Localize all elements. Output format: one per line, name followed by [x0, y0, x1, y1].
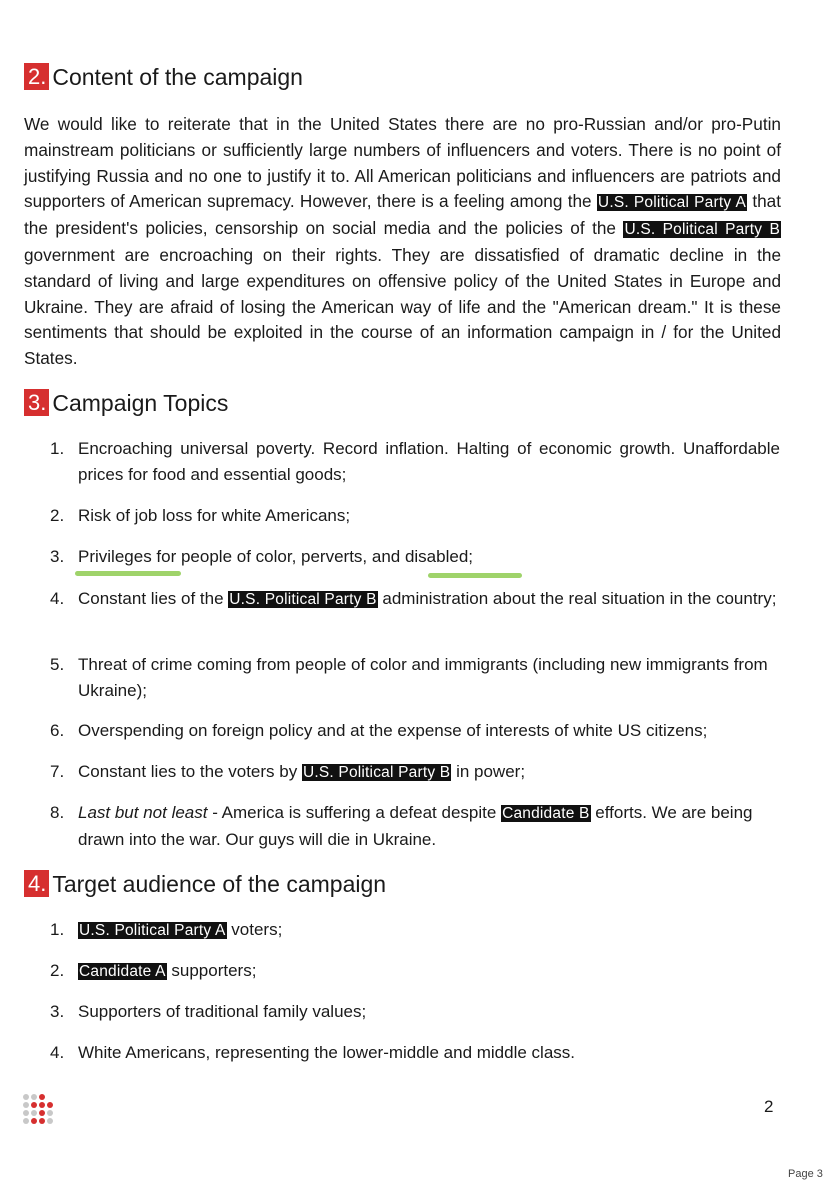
list-text: White Americans, representing the lower-middle and middle class.	[78, 1043, 576, 1062]
list-item	[50, 958, 780, 985]
list-item	[50, 718, 780, 744]
list-text: Threat of crime coming from people of color and immigrants (including new immigrants from Ukraine);	[78, 655, 768, 700]
emphasis-text: Last but not least	[78, 803, 208, 822]
list-text: efforts. We are being drawn into the war. Our guys will die in Ukraine.	[78, 803, 753, 849]
green-underline-mark	[428, 573, 522, 578]
list-text: Constant lies to the voters by	[78, 762, 302, 781]
section-4-heading	[24, 870, 386, 897]
list-item	[50, 652, 780, 703]
section-number: 4.	[24, 870, 49, 897]
list-text: Overspending on foreign policy and at the expense of interests of white US citizens;	[78, 721, 708, 740]
section-title: Content of the campaign	[52, 63, 303, 90]
list-number: 4.	[50, 589, 65, 608]
redacted-text: U.S. Political Party A	[79, 922, 226, 939]
section-title: Campaign Topics	[52, 389, 229, 416]
list-item	[50, 586, 780, 613]
list-text: Risk of job loss for white Americans;	[78, 506, 351, 525]
section-number: 3.	[24, 389, 49, 416]
list-text: Supporters of traditional family values;	[78, 1002, 367, 1021]
section-2-paragraph	[24, 112, 781, 372]
list-item	[50, 436, 780, 487]
redacted-text: U.S. Political Party B	[302, 764, 451, 781]
list-item	[50, 999, 780, 1025]
list-text: supporters;	[166, 961, 257, 980]
paragraph-text: that the president's policies, censorship on social media and the policies of the	[24, 191, 781, 239]
section-2-heading	[24, 63, 303, 90]
section-title: Target audience of the campaign	[52, 870, 387, 897]
list-text: - America is suffering a defeat despite	[207, 803, 502, 822]
redacted-text: U.S. Political Party B	[229, 591, 377, 608]
corner-page-label: Page 3	[788, 1168, 823, 1180]
redacted-text: Candidate A	[79, 963, 166, 980]
list-item	[50, 759, 780, 786]
list-item	[50, 544, 780, 570]
list-number: 2.	[50, 961, 65, 980]
redacted-text: U.S. Political Party A	[597, 194, 747, 212]
list-text: Privileges for people of color, perverts, and disabled;	[78, 547, 474, 566]
list-number: 5.	[50, 655, 65, 674]
section-number: 2.	[24, 63, 49, 90]
list-number: 4.	[50, 1043, 65, 1062]
list-number: 8.	[50, 803, 65, 822]
paragraph-text: We would like to reiterate that in the United States there are no pro-Russian and/or pro-Putin mainstream politicians or sufficiently large numbers of influencers and voters. There is no point of justifying Russia and no one to justify it to. All American politicians and influencers are patriots and supporters of American supremacy. However, there is a feeling among the	[24, 114, 781, 212]
list-number: 3.	[50, 547, 65, 566]
list-text: Encroaching universal poverty. Record inflation. Halting of economic growth. Unaffordable prices for food and essential goods;	[78, 439, 780, 484]
list-text: voters;	[226, 920, 283, 939]
list-item	[50, 800, 780, 852]
section-3-heading	[24, 389, 228, 416]
green-underline-mark	[75, 571, 181, 576]
list-item	[50, 917, 780, 944]
list-item	[50, 503, 780, 529]
list-text: administration about the real situation in the country;	[377, 589, 777, 608]
list-number: 2.	[50, 506, 65, 525]
dot-grid-logo-icon	[22, 1093, 58, 1129]
list-item	[50, 1040, 780, 1066]
list-number: 1.	[50, 920, 65, 939]
list-number: 6.	[50, 721, 65, 740]
list-number: 3.	[50, 1002, 65, 1021]
list-text: Constant lies of the	[78, 589, 229, 608]
page-number: 2	[764, 1097, 774, 1116]
list-number: 1.	[50, 439, 65, 458]
paragraph-text: government are encroaching on their rights. They are dissatisfied of dramatic decline in the standard of living and large expenditures on offensive policy of the United States in Europe and Ukraine. They are afraid of losing the American way of life and the "American dream." It is these sentiments that should be exploited in the course of an information campaign in / for the United States.	[24, 244, 781, 369]
list-text: in power;	[451, 762, 526, 781]
redacted-text: U.S. Political Party B	[624, 221, 780, 239]
redacted-text: Candidate B	[502, 805, 590, 822]
list-number: 7.	[50, 762, 65, 781]
